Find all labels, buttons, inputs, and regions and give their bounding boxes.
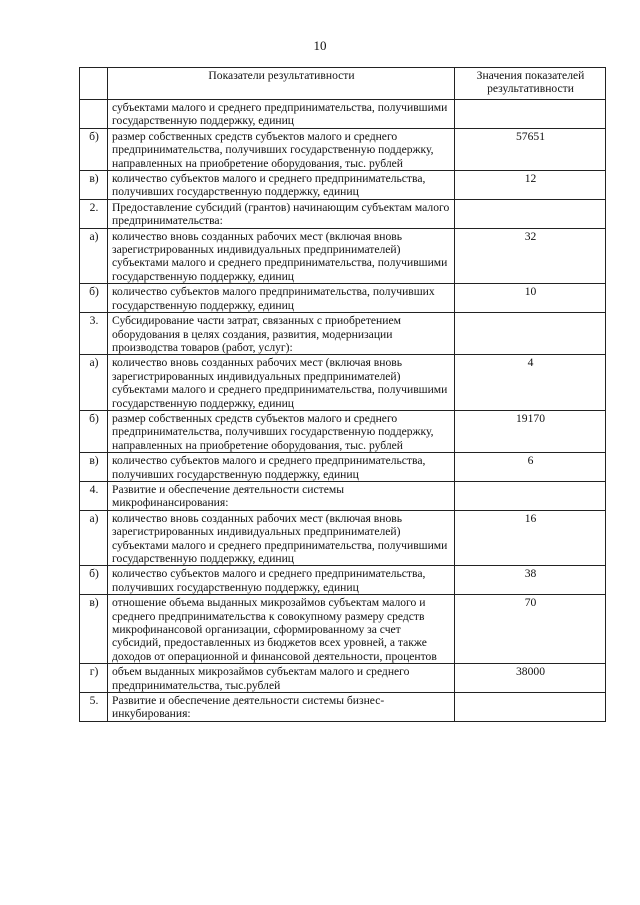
row-number xyxy=(80,100,108,129)
header-indicator-cell: Показатели результативности xyxy=(108,68,455,100)
row-value: 38000 xyxy=(455,664,606,693)
table-row xyxy=(80,453,606,482)
row-indicator: размер собственных средств субъектов малого и среднего предпринимательства, получивших государственную поддержку, направленных на приобретение оборудования, тыс. рублей xyxy=(108,410,455,452)
row-value: 10 xyxy=(455,284,606,313)
row-number: б) xyxy=(80,128,108,170)
row-indicator: объем выданных микрозаймов субъектам малого и среднего предпринимательства, тыс.рублей xyxy=(108,664,455,693)
row-value xyxy=(455,100,606,129)
row-indicator: количество вновь созданных рабочих мест (включая вновь зарегистрированных индивидуальных предпринимателей) субъектами малого и среднего предпринимательства, получившими государственную поддержку, единиц xyxy=(108,510,455,566)
table-row xyxy=(80,664,606,693)
row-number: г) xyxy=(80,664,108,693)
row-number: б) xyxy=(80,566,108,595)
row-number: б) xyxy=(80,284,108,313)
header-value-cell: Значения показателей результативности xyxy=(455,68,606,100)
row-number: 5. xyxy=(80,693,108,722)
row-value: 32 xyxy=(455,228,606,284)
indicators-table xyxy=(79,67,606,722)
table-row xyxy=(80,313,606,355)
row-indicator: количество вновь созданных рабочих мест (включая вновь зарегистрированных индивидуальных предпринимателей) субъектами малого и среднего предпринимательства, получившими государственную поддержку, единиц xyxy=(108,228,455,284)
row-indicator: отношение объема выданных микрозаймов субъектам малого и среднего предпринимательства к совокупному размеру средств микрофинансовой организации, сформированному за счет субсидий, предоставленных из бюджетов всех уровней, а также доходов от операционной и финансовой деятельности, процентов xyxy=(108,595,455,664)
table-row xyxy=(80,171,606,200)
row-number: а) xyxy=(80,228,108,284)
table-row xyxy=(80,100,606,129)
row-indicator: размер собственных средств субъектов малого и среднего предпринимательства, получивших государственную поддержку, направленных на приобретение оборудования, тыс. рублей xyxy=(108,128,455,170)
row-number: а) xyxy=(80,355,108,411)
row-indicator: Предоставление субсидий (грантов) начинающим субъектам малого предпринимательства: xyxy=(108,199,455,228)
row-value: 4 xyxy=(455,355,606,411)
row-indicator: Развитие и обеспечение деятельности системы микрофинансирования: xyxy=(108,481,455,510)
table-row xyxy=(80,481,606,510)
table-row xyxy=(80,566,606,595)
row-value: 38 xyxy=(455,566,606,595)
row-indicator: количество субъектов малого предпринимательства, получивших государственную поддержку, единиц xyxy=(108,284,455,313)
row-number: 4. xyxy=(80,481,108,510)
table-row xyxy=(80,355,606,411)
row-indicator: Развитие и обеспечение деятельности системы бизнес-инкубирования: xyxy=(108,693,455,722)
table-row xyxy=(80,410,606,452)
row-number: а) xyxy=(80,510,108,566)
row-indicator: количество субъектов малого и среднего предпринимательства, получивших государственную поддержку, единиц xyxy=(108,171,455,200)
header-number-cell xyxy=(80,68,108,100)
row-value: 70 xyxy=(455,595,606,664)
table-row xyxy=(80,693,606,722)
row-value: 19170 xyxy=(455,410,606,452)
row-indicator: количество субъектов малого и среднего предпринимательства, получивших государственную поддержку, единиц xyxy=(108,566,455,595)
table-row xyxy=(80,510,606,566)
row-value xyxy=(455,199,606,228)
row-number: б) xyxy=(80,410,108,452)
row-number: 2. xyxy=(80,199,108,228)
row-indicator: Субсидирование части затрат, связанных с приобретением оборудования в целях создания, развития, модернизации производства товаров (работ, услуг): xyxy=(108,313,455,355)
row-number: в) xyxy=(80,595,108,664)
table-row xyxy=(80,199,606,228)
page-number: 10 xyxy=(313,38,327,53)
row-value: 16 xyxy=(455,510,606,566)
row-number: в) xyxy=(80,453,108,482)
row-indicator: количество субъектов малого и среднего предпринимательства, получивших государственную поддержку, единиц xyxy=(108,453,455,482)
row-value xyxy=(455,693,606,722)
row-number: 3. xyxy=(80,313,108,355)
row-value xyxy=(455,481,606,510)
table-header-row xyxy=(80,68,606,100)
row-indicator: субъектами малого и среднего предпринимательства, получившими государственную поддержку, единиц xyxy=(108,100,455,129)
table-row xyxy=(80,228,606,284)
row-value: 6 xyxy=(455,453,606,482)
row-value xyxy=(455,313,606,355)
row-number: в) xyxy=(80,171,108,200)
row-indicator: количество вновь созданных рабочих мест (включая вновь зарегистрированных индивидуальных предпринимателей) субъектами малого и среднего предпринимательства, получившими государственную поддержку, единиц xyxy=(108,355,455,411)
row-value: 12 xyxy=(455,171,606,200)
table-row xyxy=(80,284,606,313)
row-value: 57651 xyxy=(455,128,606,170)
table-row xyxy=(80,128,606,170)
table-row xyxy=(80,595,606,664)
